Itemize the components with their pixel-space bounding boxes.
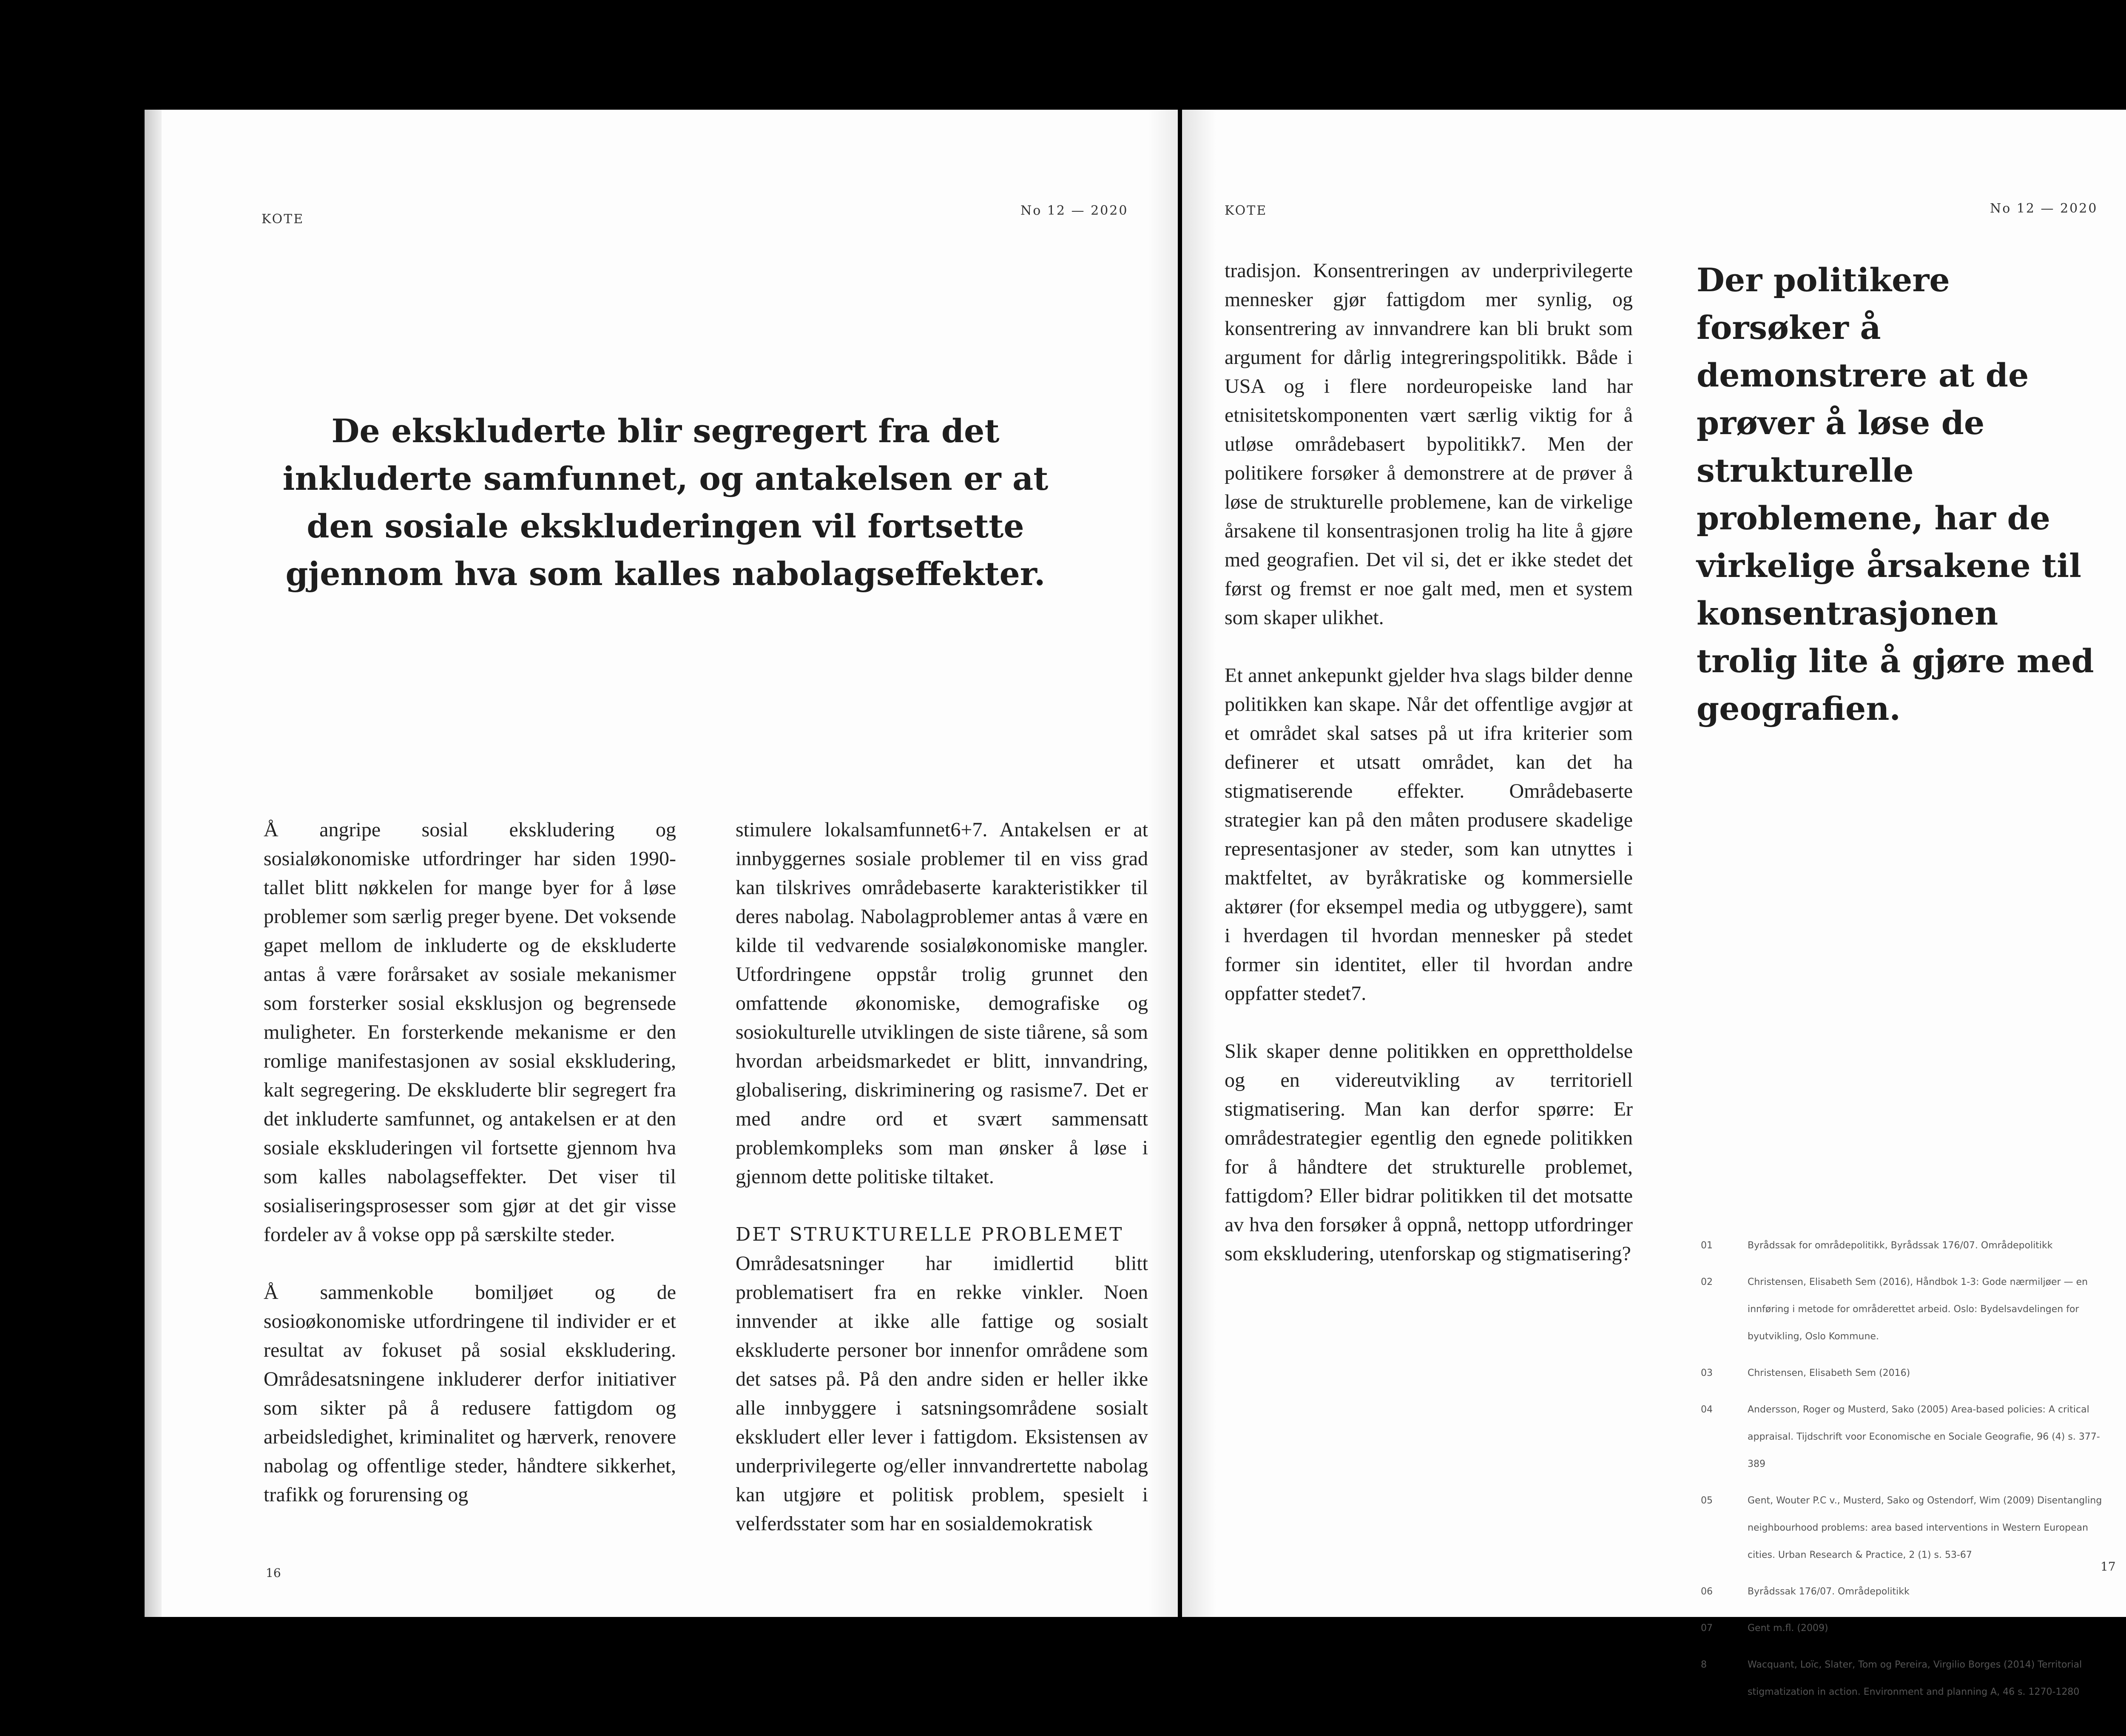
footnote <box>1701 1360 2109 1387</box>
page-number: 17 <box>2100 1560 2116 1574</box>
footnote-text: Andersson, Roger og Musterd, Sako (2005) Area-based policies: A critical appraisal. Tijdschrift voor Economische en Sociale Geografie, 96 (4) s. 377-389 <box>1748 1404 2100 1469</box>
paragraph: tradisjon. Konsentreringen av underprivilegerte mennesker gjør fattigdom mer synlig, og konsentrering av innvandrere kan bli brukt som argument for dårlig integreringspolitikk. Både i USA og i flere nordeuropeiske land har etnisitetskomponenten vært særlig viktig for å utløse områdebasert bypolitikk7. Men der politikere forsøker å demonstrere at de prøver å løse de strukturelle problemene, kan de virkelige årsakene til konsentrasjonen trolig ha lite å gjøre med geografien. Det vil si, det er ikke stedet det først og fremst er noe galt med, men et system som skaper ulikhet. <box>1225 259 1633 629</box>
footnote-text: Wacquant, Loïc, Slater, Tom og Pereira, Virgilio Borges (2014) Territorial stigmatization in action. Environment and planning A, 46 s. 1270-1280 <box>1748 1659 2082 1697</box>
magazine-name: KOTE <box>1225 203 1268 218</box>
page-edge-left <box>145 110 162 1617</box>
footnote <box>1701 1232 2109 1259</box>
paragraph: stimulere lokalsamfunnet6+7. Antakelsen er at innbyggernes sosiale problemer til en viss grad kan tilskrives områdebaserte karakteristikker til deres nabolag. Nabolagproblemer antas å være en kilde til vedvarende sosialøkonomiske mangler. Utfordringene oppstår trolig grunnet den omfattende økonomiske, demografiske og sosiokulturelle utviklingen de siste tiårene, så som hvordan arbeidsmarkedet er blitt, innvandring, globalisering, diskriminering og rasisme7. Det er med andre ord et svært sammensatt problemkompleks som man ønsker å løse i gjennom dette politiske tiltaket. <box>736 818 1148 1188</box>
magazine-name: KOTE <box>261 212 304 227</box>
footnote-number: 03 <box>1701 1368 1713 1378</box>
paragraph: Å sammenkoble bomiljøet og de sosioøkonomiske utfordringene til individer er et resultat av fokuset på sosial ekskludering. Områdesatsningene inkluderer derfor initiativer som sikter på å redusere fattigdom og arbeidsledighet, kriminalitet og hærverk, renovere nabolag og offentlige steder, håndtere sikkerhet, trafikk og forurensing og <box>264 1281 676 1506</box>
right-page <box>1182 110 2126 1697</box>
paragraph: Slik skaper denne politikken en opprettholdelse og en videreutvikling av territoriell stigmatisering. Man kan derfor spørre: Er områdestrategier egentlig den egnede politikken for å håndtere det strukturelle problemet, fattigdom? Eller bidrar politikken til det motsatte av hva den forsøker å oppnå, nettopp utfordringer som ekskludering, utenforskap og stigmatisering? <box>1225 1040 1633 1265</box>
footnote-text: Byrådssak 176/07. Områdepolitikk <box>1748 1586 1910 1597</box>
footnote <box>1701 1651 2109 1706</box>
footnote <box>1701 1487 2109 1569</box>
paragraph: Å angripe sosial ekskludering og sosialøkonomiske utfordringer har siden 1990-tallet blitt nøkkelen for mange byer for å løse problemer som særlig preger byene. Det voksende gapet mellom de inkluderte og de ekskluderte antas å være forårsaket av sosiale mekanismer som forsterker sosial eksklusjon og begrensede muligheter. En forsterkende mekanisme er den romlige manifestasjonen av sosial ekskludering, kalt segregering. De ekskluderte blir segregert fra det inkluderte samfunnet, og antakelsen er at den sosiale ekskluderingen vil fortsette gjennom hva som kalles nabolagseffekter. Det viser til sosialiseringsprosesser som gjør at det gir visse fordeler av å vokse opp på særskilte steder. <box>264 818 676 1246</box>
section-heading: DET STRUKTURELLE PROBLEMET <box>736 1224 1124 1245</box>
footnotes <box>1701 1232 2109 1715</box>
paragraph: Områdesatsninger har imidlertid blitt problematisert fra en rekke vinkler. Noen innvender at ikke alle fattige og sosialt ekskluderte personer bor innenfor områdene som det satses på. På den andre siden er heller ikke alle innbyggere i satsningsområdene sosialt ekskludert eller lever i fattigdom. Eksistensen av underprivilegerte og/eller innvandrertette nabolag kan utgjøre et politisk problem, spesielt i velferdsstater som har en sosialdemokratisk <box>736 1252 1148 1535</box>
body-column-2 <box>736 815 1148 1538</box>
issue-label: No 12 — 2020 <box>1020 203 1128 218</box>
footnote-number: 07 <box>1701 1623 1713 1634</box>
footnote-number: 01 <box>1701 1240 1713 1251</box>
issue-label: No 12 — 2020 <box>1990 201 2098 216</box>
footnote-number: 8 <box>1701 1659 1707 1670</box>
footnote-number: 06 <box>1701 1586 1713 1597</box>
footnote <box>1701 1269 2109 1350</box>
spine-shadow-right <box>1182 110 1216 1617</box>
footnote-number: 02 <box>1701 1277 1713 1287</box>
footnote-number: 05 <box>1701 1495 1713 1506</box>
page-number: 16 <box>266 1566 281 1580</box>
body-column-1 <box>264 815 676 1509</box>
left-page <box>145 110 1178 1617</box>
footnote <box>1701 1578 2109 1605</box>
footnote <box>1701 1615 2109 1642</box>
paragraph: Et annet ankepunkt gjelder hva slags bilder denne politikken kan skape. Når det offentlige avgjør at et området skal satses på ut ifra kriterier som definerer et utsatt området, kan det ha stigmatiserende effekter. Områdebaserte strategier kan på den måten produsere skadelige representasjoner av steder, som kan utnyttes i maktfeltet, av byråkratiske og kommersielle aktører (for eksempel media og utbyggere), samt i hverdagen til hvordan mennesker på stedet former sin identitet, eller til hvordan andre oppfatter stedet7. <box>1225 664 1633 1005</box>
footnote-text: Christensen, Elisabeth Sem (2016), Håndbok 1-3: Gode nærmiljøer — en innføring i metode for områderettet arbeid. Oslo: Bydelsavdelingen for byutvikling, Oslo Kommune. <box>1748 1277 2088 1342</box>
footnote-text: Christensen, Elisabeth Sem (2016) <box>1748 1368 1910 1378</box>
footnote-text: Byrådssak for områdepolitikk, Byrådssak 176/07. Områdepolitikk <box>1748 1240 2053 1251</box>
spine-shadow-left <box>1148 110 1182 1617</box>
footnote-text: Gent m.fl. (2009) <box>1748 1623 1828 1634</box>
pull-quote: De ekskluderte blir segregert fra det inkluderte samfunnet, og antakelsen er at den sosiale ekskluderingen vil fortsette gjennom hva som kalles nabolagseffekter. <box>282 412 1049 593</box>
pull-quote: Der politikere forsøker å demonstrere at de prøver å løse de strukturelle problemene, har de virkelige årsakene til konsentrasjonen trolig lite å gjøre med geografien. <box>1697 261 2094 727</box>
footnote-number: 04 <box>1701 1404 1713 1415</box>
footnote-text: Gent, Wouter P.C v., Musterd, Sako og Ostendorf, Wim (2009) Disentangling neighbourhood problems: area based interventions in Western European cities. Urban Research & Practice, 2 (1) s. 53-67 <box>1748 1495 2102 1560</box>
body-column-3 <box>1225 256 1633 1268</box>
footnote <box>1701 1396 2109 1478</box>
